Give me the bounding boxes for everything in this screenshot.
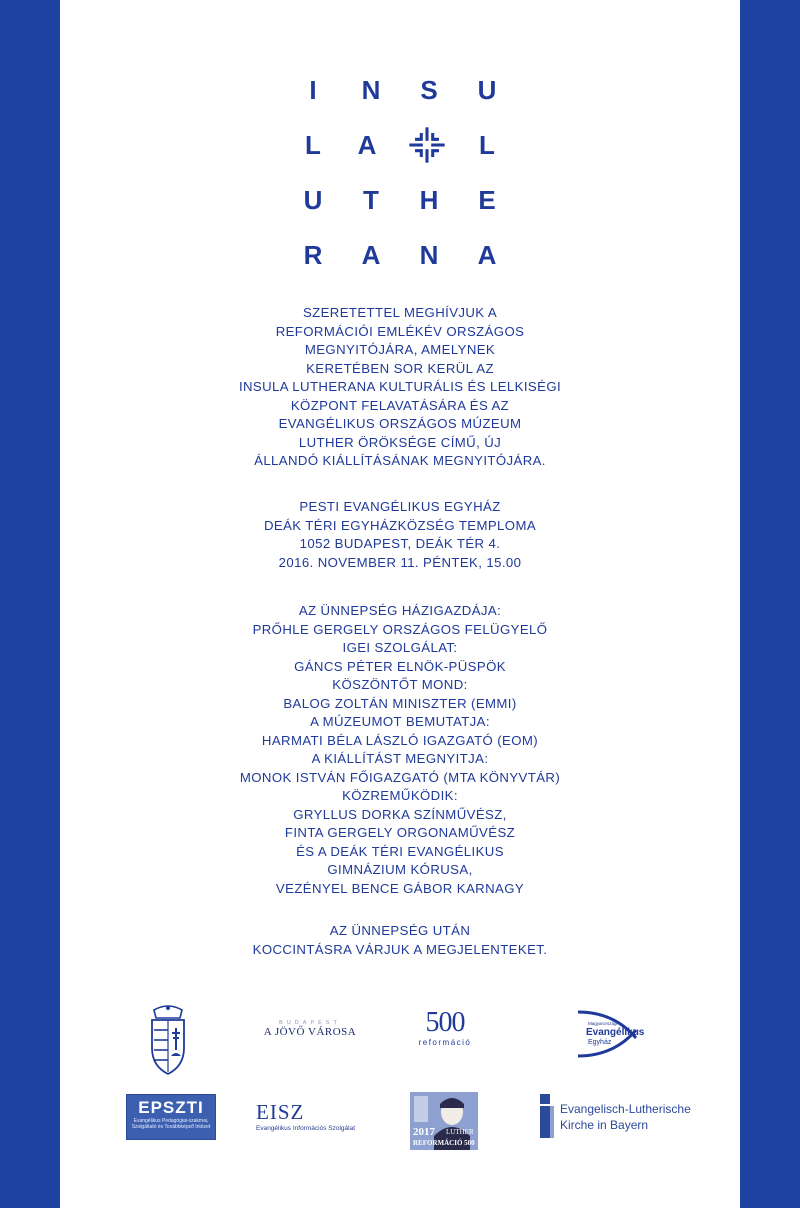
- program-line: GRYLLUS DORKA SZÍNMŰVÉSZ,: [293, 806, 507, 822]
- venue-line: DEÁK TÉRI EGYHÁZKÖZSÉG TEMPLOMA: [263, 517, 537, 533]
- jovo-varosa-logo: [258, 1020, 362, 1050]
- program-line: VEZÉNYEL BENCE GÁBOR KARNAGY: [275, 880, 525, 896]
- invitation-text: [60, 304, 740, 471]
- epszti-logo: [126, 1094, 216, 1140]
- evangelikus-sub: Egyház: [588, 1039, 612, 1046]
- program-line: A KIÁLLÍTÁST MEGNYITJA:: [311, 751, 489, 766]
- insula-lutherana-logo: [300, 70, 500, 290]
- venue-text: [60, 498, 740, 572]
- venue-line: PESTI EVANGÉLIKUS EGYHÁZ: [299, 499, 501, 514]
- program-line: BALOG ZOLTÁN MINISZTER (EMMI): [283, 695, 517, 711]
- logo-letter: H: [419, 184, 439, 215]
- logo-letter: E: [478, 184, 496, 215]
- program-text: [60, 602, 740, 898]
- logo-letter: U: [303, 184, 323, 215]
- logo-row-3: [300, 180, 500, 220]
- logo-letter: S: [420, 74, 438, 105]
- program-line: KÖSZÖNTŐT MOND:: [332, 677, 468, 692]
- invitation-line: KERETÉBEN SOR KERÜL AZ: [306, 360, 494, 376]
- jovo-top-text: BUDAPEST: [279, 1020, 341, 1026]
- invitation-line: KÖZPONT FELAVATÁSÁRA ÉS AZ: [290, 397, 510, 413]
- after-text: [60, 922, 740, 959]
- program-line: GÁNCS PÉTER ELNÖK-PÜSPÖK: [294, 658, 506, 674]
- after-line: KOCCINTÁSRA VÁRJUK A MEGJELENTEKET.: [252, 941, 548, 957]
- luther-ref: REFORMÁCIÓ 500: [413, 1139, 475, 1147]
- luther-name: LUTHER: [446, 1128, 474, 1136]
- eisz-logo: [256, 1100, 368, 1132]
- venue-line: 1052 BUDAPEST, DEÁK TÉR 4.: [299, 536, 501, 551]
- logo-row-1: [300, 70, 500, 110]
- cross-icon: [408, 126, 446, 164]
- logo-letter: L: [479, 129, 495, 160]
- logo-letter: N: [419, 239, 439, 270]
- invitation-line: MEGNYITÓJÁRA, AMELYNEK: [304, 342, 496, 357]
- after-line: AZ ÜNNEPSÉG UTÁN: [329, 923, 471, 938]
- elkb-logo: [540, 1094, 710, 1138]
- epszti-title: EPSZTI: [138, 1098, 204, 1117]
- logo-row-4: [300, 235, 500, 275]
- program-line: ÉS A DEÁK TÉRI EVANGÉLIKUS: [296, 843, 504, 859]
- program-line: FINTA GERGELY ORGONAMŰVÉSZ: [284, 825, 516, 840]
- invitation-line: LUTHER ÖRÖKSÉGE CÍMŰ, ÚJ: [298, 434, 502, 450]
- logo-letter: A: [357, 129, 377, 160]
- epszti-sub: Evangélikus Pedagógiai-szakmai, Szolgáltató és Továbbképző Intézet: [131, 1118, 211, 1130]
- r500-number: 500: [425, 1007, 465, 1038]
- program-line: A MÚZEUMOT BEMUTATJA:: [310, 714, 490, 729]
- invitation-line: EVANGÉLIKUS ORSZÁGOS MÚZEUM: [278, 416, 522, 431]
- elkb-mark-icon: [540, 1094, 554, 1138]
- program-line: PRŐHLE GERGELY ORSZÁGOS FELÜGYELŐ: [252, 621, 548, 637]
- logo-letter: T: [363, 184, 379, 215]
- logo-letter: R: [303, 239, 323, 270]
- hungarian-coat-of-arms-logo: [146, 1004, 190, 1076]
- jovo-title: A JÖVŐ VÁROSA: [263, 1026, 357, 1038]
- logo-letter: I: [309, 74, 317, 105]
- luther-2017-logo: [410, 1092, 478, 1150]
- program-line: KÖZREMŰKÖDIK:: [342, 788, 458, 803]
- elkb-line1: Evangelisch-Lutherische: [560, 1102, 691, 1116]
- elkb-line2: Kirche in Bayern: [560, 1118, 649, 1132]
- program-line: GIMNÁZIUM KÓRUSA,: [327, 862, 473, 877]
- evangelikus-main: Evangélikus: [586, 1027, 645, 1038]
- epszti-box: [126, 1094, 216, 1140]
- invitation-line: ÁLLANDÓ KIÁLLÍTÁSÁNAK MEGNYITÓJÁRA.: [254, 453, 546, 468]
- luther-year: 2017: [413, 1126, 435, 1138]
- r500-word: reformáció: [418, 1038, 472, 1047]
- right-blue-bar: [740, 0, 800, 1208]
- program-line: AZ ÜNNEPSÉG HÁZIGAZDÁJA:: [298, 603, 502, 618]
- invitation-line: REFORMÁCIÓI EMLÉKÉV ORSZÁGOS: [275, 323, 525, 339]
- logo-letter: L: [305, 129, 321, 160]
- program-line: HARMATI BÉLA LÁSZLÓ IGAZGATÓ (EOM): [261, 732, 539, 748]
- venue-line: 2016. NOVEMBER 11. PÉNTEK, 15.00: [278, 554, 522, 570]
- invitation-line: SZERETETTEL MEGHÍVJUK A: [302, 305, 498, 320]
- invitation-line: INSULA LUTHERANA KULTURÁLIS ÉS LELKISÉGI: [238, 379, 562, 394]
- logo-letter: N: [361, 74, 381, 105]
- eisz-sub: Evangélikus Információs Szolgálat: [256, 1125, 355, 1132]
- program-line: MONOK ISTVÁN FŐIGAZGATÓ (MTA KÖNYVTÁR): [239, 769, 561, 785]
- program-line: IGEI SZOLGÁLAT:: [342, 640, 458, 655]
- logo-letter: A: [361, 239, 381, 270]
- logo-row-2: [300, 125, 500, 165]
- reformacio-500-logo: [412, 1008, 478, 1052]
- evangelikus-egyhaz-logo: [574, 1008, 648, 1058]
- evangelikus-small: Magyarországi: [588, 1021, 618, 1026]
- left-blue-bar: [0, 0, 60, 1208]
- logo-letter: U: [477, 74, 497, 105]
- eisz-title: EISZ: [256, 1100, 305, 1124]
- logo-letter: A: [477, 239, 497, 270]
- coat-of-arms-icon: [146, 1004, 190, 1076]
